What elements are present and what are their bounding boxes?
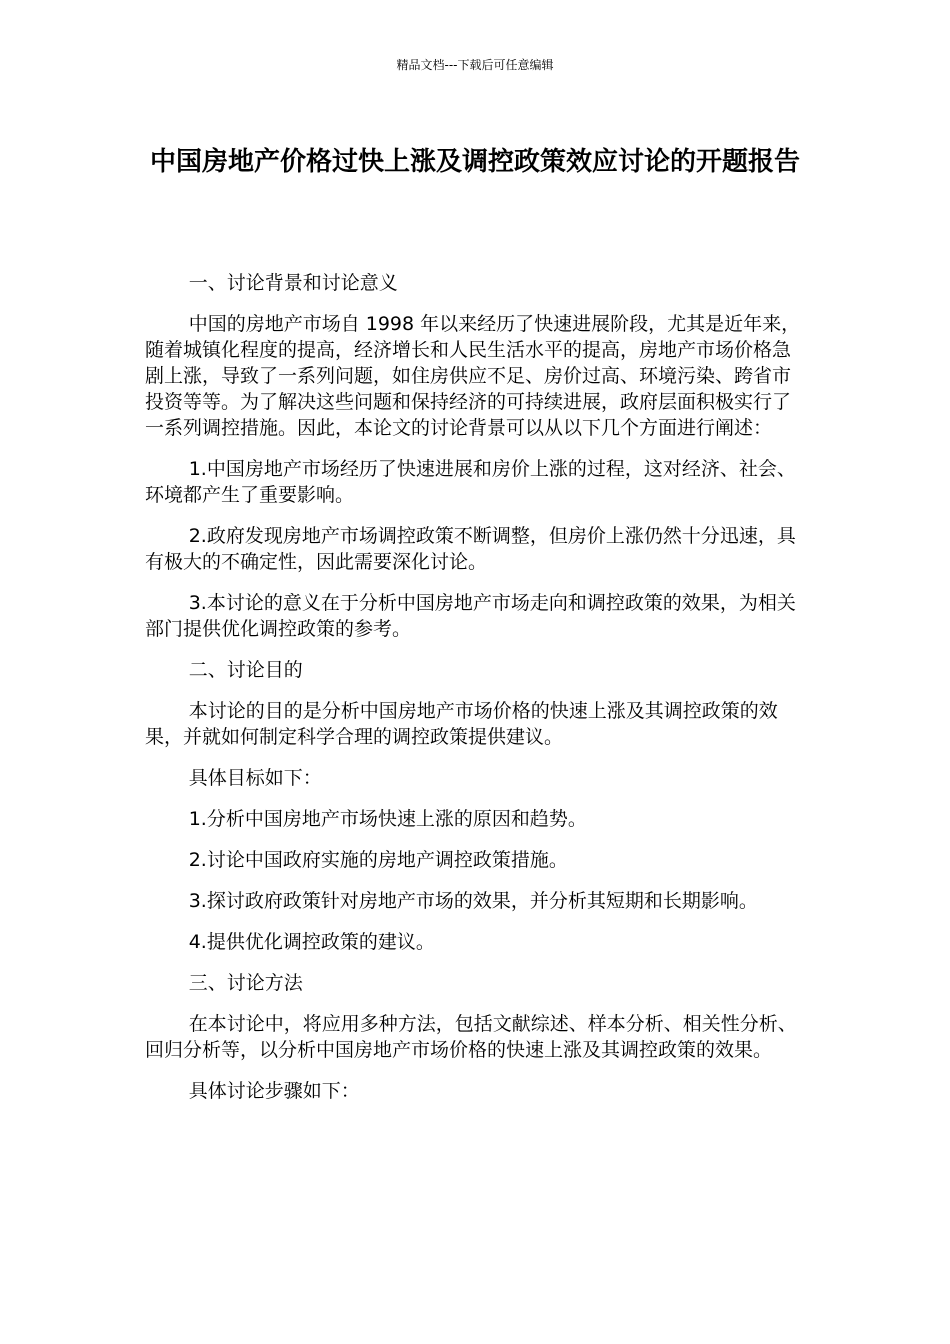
list-item-background-2: 2.政府发现房地产市场调控政策不断调整，但房价上涨仍然十分迅速，具有极大的不确定性，因此需要深化讨论。 <box>145 525 796 573</box>
list-item-goal-2: 2.讨论中国政府实施的房地产调控政策措施。 <box>188 849 568 871</box>
paragraph-purpose: 本讨论的目的是分析中国房地产市场价格的快速上涨及其调控政策的效果，并就如何制定科学合理的调控政策提供建议。 <box>145 700 778 748</box>
document-title: 中国房地产价格过快上涨及调控政策效应讨论的开题报告 <box>149 147 800 177</box>
list-item-goal-4: 4.提供优化调控政策的建议。 <box>188 931 435 953</box>
paragraph-goals-intro: 具体目标如下： <box>188 767 322 789</box>
list-item-goal-3: 3.探讨政府政策针对房地产市场的效果，并分析其短期和长期影响。 <box>188 890 758 912</box>
paragraph-steps-intro: 具体讨论步骤如下： <box>188 1080 360 1102</box>
list-item-background-3: 3.本讨论的意义在于分析中国房地产市场走向和调控政策的效果，为相关部门提供优化调控政策的参考。 <box>145 592 796 640</box>
page-header-note: 精品文档---下载后可任意编辑 <box>396 58 554 72</box>
paragraph-methods: 在本讨论中，将应用多种方法，包括文献综述、样本分析、相关性分析、回归分析等，以分析中国房地产市场价格的快速上涨及其调控政策的效果。 <box>145 1013 797 1061</box>
list-item-background-1: 1.中国房地产市场经历了快速进展和房价上涨的过程，这对经济、社会、环境都产生了重要影响。 <box>145 458 796 506</box>
section-heading-background: 一、讨论背景和讨论意义 <box>188 272 398 294</box>
list-item-goal-1: 1.分析中国房地产市场快速上涨的原因和趋势。 <box>188 808 587 830</box>
document-body <box>145 270 805 1119</box>
paragraph-background: 中国的房地产市场自 1998 年以来经历了快速进展阶段，尤其是近年来，随着城镇化程度的提高，经济增长和人民生活水平的提高，房地产市场价格急剧上涨，导致了一系列问题，如住房供应不足、房价过高、环境污染、跨省市投资等等。为了解决这些问题和保持经济的可持续进展，政府层面积极实行了一系列调控措施。因此，本论文的讨论背景可以从以下几个方面进行阐述： <box>145 313 801 439</box>
section-heading-purpose: 二、讨论目的 <box>188 659 303 681</box>
section-heading-methods: 三、讨论方法 <box>188 972 303 994</box>
